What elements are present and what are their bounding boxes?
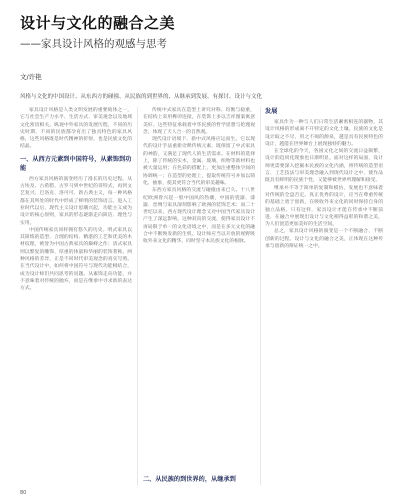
column-divider (137, 107, 138, 485)
body-paragraph: 中国传统家具同样拥有悠久的历史。明式家具以其简练的造型、合理的结构、精湛的工艺和优美的木材纹理，被誉为中国古典家具的巅峰之作；清式家具则以繁复的雕饰、厚重的体量和华丽的装饰著称。两种风格的差异，正是不同时代审美观念的真实写照。在当代设计中，如何将中国符号与现代功能相结合，成为设计师们共同思考的问题。从素饰走向功能，并不意味着对传统的抛弃，而是在继承中寻求新的表达方式。 (20, 227, 132, 292)
body-paragraph: 家具作为一种与人们日常生活紧密相连的器物，其设计风格的形成离不开特定的文化土壤。民族的文化是设计取之不尽、用之不竭的源泉，越是具有民族特色的设计，越能在世界舞台上展现独特的魅力。 (265, 120, 383, 147)
body-paragraph: 西方家具风格的演变经历了漫长的历史过程。从古埃及、古希腊、古罗马到中世纪的哥特式，再到文艺复兴、巴洛克、洛可可、新古典主义，每一种风格都在其所处的时代中形成了鲜明的装饰语言。进入工业时代以后，现代主义设计思潮兴起，功能主义成为设计的核心原则，家具的形态逐渐走向简洁、理性与实用。 (20, 176, 132, 226)
article-title: 设计与文化的融合之美 (20, 14, 176, 32)
body-paragraph: 家具设计风格是人类文明发展的重要载体之一，它与社会生产力水平、生活方式、审美观念以及地域文化密切相关。纵观中外家具的发展历程，不同的历史时期、不同的民族都孕育出了独具特色的家具风格，这些风格既是时代精神的折射，也是民族文化的结晶。 (20, 108, 132, 150)
body-paragraph: 现代设计语境下，新中式风格应运而生。它以现代的设计手法重新诠释传统元素，既保留了中式家具的神韵，又满足了现代人的生活需求。在材料的选择上，除了传统的实木，金属、玻璃、织物等新材料也被大量运用；在色彩的搭配上，更加注重整体空间的协调统一；在造型的处理上，提取传统符号并加以简化、抽象，使其更符合当代的审美趣味。 (143, 137, 255, 186)
body-paragraph: 东西方家具风格的交流与碰撞由来已久。十八世纪欧洲曾兴起一股中国风的热潮，中国的瓷器、漆器、丝绸与家具深刻影响了欧洲的装饰艺术；而二十世纪以来，西方现代设计理念又对中国当代家具设计产生了深远影响。这种双向的交流，使得家具设计不再局限于单一的文化语境之中，而是在多元文化的融合中不断焕发新的生机。设计师应当以开放的视野吸收外来文化的精华，同时坚守本民族文化的根脉。 (143, 188, 255, 245)
text-column-1 (20, 107, 132, 487)
article-author: 文/许艳 (20, 73, 42, 81)
body-paragraph: 在全球化的今天，各国文化之间的交流日益频繁，设计的趋同化现象也日渐明显。面对这样的局面，设计师更需要深入挖掘本民族的文化内涵，将传统的造型语言、工艺技法与审美理念融入到现代设计之中，使作品既具有鲜明的民族个性，又能够被世界所理解和接受。 (265, 149, 383, 184)
page-number: 80 (20, 490, 27, 496)
section-heading-2-continued: 发展 (265, 108, 278, 115)
article-abstract: 风格与文化的中国设计、从东西方的碰撞、从民族的到世界的、从继承到发展、有探讨、设计与文化 (20, 94, 263, 100)
section-heading-1: 一、从西方元素到中国符号，从素饰到功能 (20, 155, 132, 172)
text-column-2 (143, 107, 255, 471)
body-paragraph: 传统中式家具在造型上讲究对称、均衡与稳重，在结构上采用榫卯连接，在装饰上多以吉祥图案寓意美好。这些特征承载着中华民族的哲学思想与伦理观念，体现了天人合一的自然观。 (143, 108, 255, 135)
text-column-3 (265, 107, 383, 487)
body-paragraph: 继承并不等于简单的复制和模仿，发展也不意味着对传统的全盘否定。真正优秀的设计，应当在尊重传统的基础上勇于创新，在吸收外来文化的同时保持自身的独立品格。只有这样，家具设计才能在传承中不断前进，在融合中展现出设计与文化相得益彰的和谐之美，为人们创造更加美好的生活空间。 (265, 185, 383, 228)
article-subtitle: ——家具设计风格的观感与思考 (20, 38, 167, 50)
column-divider (260, 107, 261, 485)
body-paragraph: 总之，家具设计风格的演变是一个不断融合、不断创新的过程。设计与文化的融合之美，正体现在这种传承与创新的辩证统一之中。 (265, 229, 383, 250)
section-heading-2: 二、从民族的到世界的，从继承到 (143, 476, 236, 483)
